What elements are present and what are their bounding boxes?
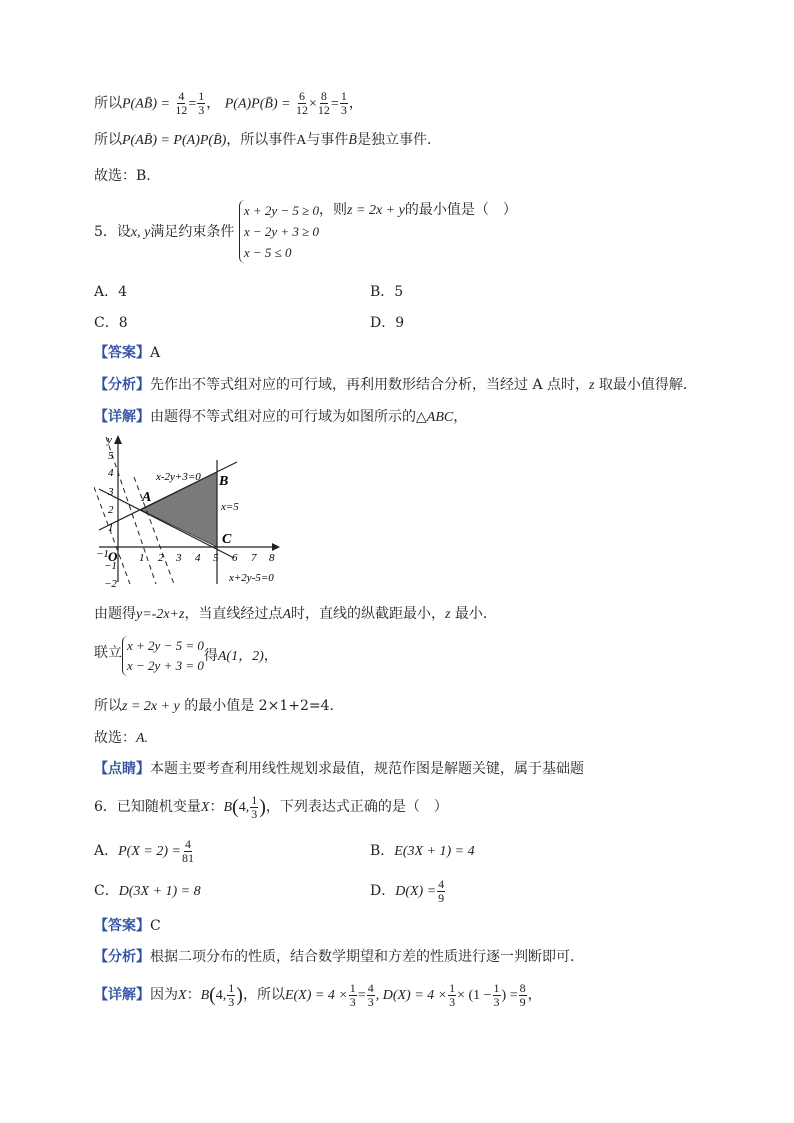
question-5: 5．设x, y满足约束条件 x + 2y − 5 ≥ 0 x − 2y + 3 ≥ 0 x − 5 ≤ 0 ，则z = 2x + y的最小值是（ ） xyxy=(94,200,517,264)
point-a-label: A xyxy=(142,490,152,505)
line-label-3: x+2y-5=0 xyxy=(229,572,274,584)
origin-label: O xyxy=(108,549,118,564)
x-axis-arrow xyxy=(272,543,280,551)
objective-line-3 xyxy=(134,477,174,584)
fraction: $\frac{1}{3}$ xyxy=(493,980,500,1009)
y-tick-label: 4 xyxy=(108,467,114,479)
line-label-1: x-2y+3=0 xyxy=(156,471,201,483)
fraction: $\frac{1}{3}$ xyxy=(251,792,258,821)
choice-line-5: 故选：A. xyxy=(94,730,149,746)
analysis-tag: 【分析】 xyxy=(94,377,150,393)
equation-system: x + 2y − 5 = 0 x − 2y + 3 = 0 xyxy=(122,636,204,676)
fraction: $\frac{6}{12}$ xyxy=(296,89,309,117)
fraction: $\frac{1}{3}$ xyxy=(349,980,356,1009)
y-axis-label: y xyxy=(107,434,112,446)
detail-line-3: 所以z = 2x + y 的最小值是 2×1+2=4． xyxy=(94,698,344,714)
fraction: $\frac{1}{3}$ xyxy=(340,89,347,117)
detail-6: 【详解】因为X：B(4, $\frac{1}{3}$ )，所以E(X) = 4 × $\frac{1}{3}$ = $\frac{4}{3}$ , D(X) = 4 × $\frac{1}{3}$ × (1 − $\frac{1}{3}$ ) = $\frac{8}{9}$ ， xyxy=(94,980,542,1009)
x-tick-label: 8 xyxy=(269,552,275,564)
fraction: $\frac{4}{12}$ xyxy=(175,89,188,117)
y-tick-label: 2 xyxy=(108,504,114,516)
fraction: $\frac{1}{3}$ xyxy=(198,89,205,117)
detail-tag: 【详解】 xyxy=(94,987,150,1003)
x-tick-label: 5 xyxy=(213,552,219,564)
option-b: B．5 xyxy=(370,284,404,300)
option-d: D．9 xyxy=(370,315,405,331)
x-tick-label: 3 xyxy=(176,552,182,564)
feasible-region xyxy=(141,472,217,547)
feasible-region-graph xyxy=(94,432,284,592)
y-tick-label: 5 xyxy=(108,450,114,462)
answer-5: 【答案】A xyxy=(94,345,161,361)
x-tick-label: 1 xyxy=(139,552,145,564)
detail-line-2: 联立 x + 2y − 5 = 0 x − 2y + 3 = 0 得A(1，2)， xyxy=(94,636,278,682)
text-prefix: 所以 xyxy=(94,95,122,112)
probability-line-1: 所以P(AB̄) = $\frac{4}{12}$ = $\frac{1}{3}$ ， P(A)P(B̄) = $\frac{6}{12}$ × $\frac{8}{12}$ = $\frac{1}{3}$ ， xyxy=(94,89,363,117)
formula-papb: P(A)P(B̄) = xyxy=(224,96,291,112)
answer-tag: 【答案】 xyxy=(94,345,150,361)
fraction: $\frac{1}{3}$ xyxy=(228,980,235,1009)
fraction: $\frac{8}{12}$ xyxy=(317,89,330,117)
fraction: $\frac{4}{3}$ xyxy=(367,980,374,1009)
fraction: $\frac{1}{3}$ xyxy=(449,980,456,1009)
analysis-5: 【分析】先作出不等式组对应的可行域，再利用数形结合分析，当经过 A 点时，z 取最小值得解． xyxy=(94,377,697,393)
point-b-label: B xyxy=(219,474,229,489)
option-d-6: D．D(X) = $\frac{4}{9}$ xyxy=(370,876,445,905)
detail-tag: 【详解】 xyxy=(94,409,150,425)
note-5: 【点睛】本题主要考查利用线性规划求最值，规范作图是解题关键，属于基础题 xyxy=(94,761,584,777)
y-tick-label: 1 xyxy=(108,522,114,534)
detail-line-1: 由题得y=-2x+z，当直线经过点A时，直线的纵截距最小，z 最小． xyxy=(94,606,497,622)
probability-line-2: 所以P(AB̄) = P(A)P(B̄)，所以事件A与事件B̄是独立事件. xyxy=(94,132,432,148)
option-b-6: B．E(3X + 1) = 4 xyxy=(370,843,475,859)
y-tick-label: −1 xyxy=(104,560,117,572)
fraction: $\frac{8}{9}$ xyxy=(519,980,526,1009)
question-6: 6．已知随机变量X：B(4, $\frac{1}{3}$ )，下列表达式正确的是（ ） xyxy=(94,792,448,821)
fraction: $\frac{4}{81}$ xyxy=(181,836,194,865)
x-tick-label: 6 xyxy=(232,552,238,564)
option-c-6: C．D(3X + 1) = 8 xyxy=(94,883,201,899)
formula-independence: P(AB̄) = P(A)P(B̄) xyxy=(122,133,227,148)
y-tick-label: 3 xyxy=(108,486,114,498)
choice-line: 故选：B. xyxy=(94,168,151,184)
analysis-6: 【分析】根据二项分布的性质，结合数学期望和方差的性质进行逐一判断即可. xyxy=(94,949,575,965)
x-tick-label: 7 xyxy=(251,552,257,564)
note-tag: 【点睛】 xyxy=(94,761,150,777)
x-tick-label: 4 xyxy=(195,552,201,564)
option-a-6: A．P(X = 2) = $\frac{4}{81}$ xyxy=(94,836,194,865)
constraint-system: x + 2y − 5 ≥ 0 x − 2y + 3 ≥ 0 x − 5 ≤ 0 xyxy=(239,200,319,263)
option-a: A．4 xyxy=(94,284,128,300)
formula-pab: P(AB̄) = xyxy=(122,96,170,112)
line-label-2: x=5 xyxy=(221,501,239,513)
detail-5: 【详解】由题得不等式组对应的可行域为如图所示的△ABC， xyxy=(94,409,468,425)
answer-tag: 【答案】 xyxy=(94,918,150,934)
y-axis-arrow xyxy=(114,435,122,444)
option-c: C．8 xyxy=(94,315,128,331)
point-c-label: C xyxy=(222,532,232,547)
x-tick-label: 2 xyxy=(158,552,164,564)
x-tick-label: −1 xyxy=(96,548,109,560)
fraction: $\frac{4}{9}$ xyxy=(438,876,445,905)
answer-6: 【答案】C xyxy=(94,918,161,934)
analysis-tag: 【分析】 xyxy=(94,949,150,965)
y-tick-label: −2 xyxy=(104,578,117,590)
